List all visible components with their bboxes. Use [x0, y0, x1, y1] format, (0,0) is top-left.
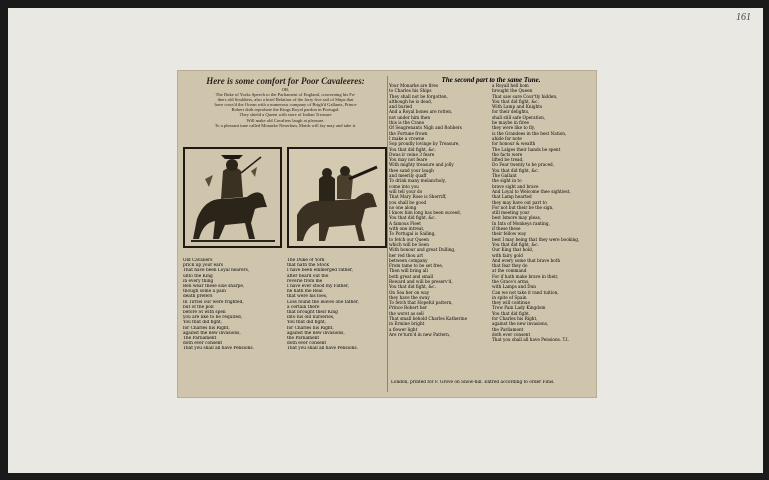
horseman-icon — [185, 149, 280, 246]
verse-line: With honour and great Dulling, — [389, 247, 456, 253]
verse-line: for Charles his Right, — [492, 316, 538, 322]
verse-line: death prefers — [183, 294, 213, 300]
verse-line: You may not feare — [389, 157, 428, 163]
verse-line: And Loyal to Welcome thee sightiest, — [492, 188, 571, 194]
subtitle-line: They shield a Queen with store of Indian Treasure — [239, 112, 332, 118]
verse-line: You that did fight, — [183, 320, 223, 326]
verse-line: To drink many melancholy, — [389, 178, 446, 184]
verse-line: no one along — [389, 204, 417, 210]
verse-line: and meerily quaff — [389, 173, 427, 179]
verse-line: they have the sway — [389, 294, 430, 300]
verse-column-1 — [183, 258, 283, 352]
verse-line: with Lamps and Dun — [492, 284, 536, 290]
verse-line: that Lamp hearted — [492, 194, 532, 200]
verse-line: but of the poll — [183, 304, 214, 310]
verse-line: I make a crowne — [389, 135, 425, 141]
verse-line: From tame to be set free, — [389, 263, 444, 269]
verse-line: You that did fight, — [287, 320, 327, 326]
verse-line: brought the Queen — [492, 88, 533, 94]
verse-line: The Lalges their hands be spent — [492, 146, 561, 152]
verse-line: to Charles his Ships — [389, 88, 432, 94]
left-title: Here is some comfort for Poor Cavaleeres: — [206, 76, 365, 86]
verse-line: in Ermine bright — [389, 321, 425, 327]
woodcut-illustrations — [183, 147, 389, 248]
verse-line: Old Cavaliers — [183, 258, 213, 263]
verse-line: Do Fear twenty to be praced, — [492, 162, 555, 168]
verse-line: Reward and will be preserv'd, — [389, 278, 453, 284]
verse-line: Then will bring all — [389, 268, 428, 274]
subtitle-line: have cross'd the Ocean with a numerous company of Brigh'd Gallants, Prince — [214, 102, 357, 108]
verse-line: the facts were — [492, 151, 523, 157]
verse-line: That you shall all have Pensions. — [183, 346, 254, 352]
verse-line: their fellow way — [492, 231, 527, 237]
verse-line: that brought their King — [287, 310, 338, 316]
left-verses — [183, 258, 389, 394]
verse-line: best Ismore may pleas, — [492, 215, 542, 221]
verse-column-2 — [287, 258, 387, 352]
verse-line: still meeting your — [492, 210, 530, 216]
verse-line: against the new invasions, — [183, 330, 241, 336]
verse-line: Of Seagrenants Nigh and Robbers — [389, 125, 462, 131]
verse-line: the Parliament — [492, 326, 524, 332]
verse-line: I know him long has been suceed, — [389, 210, 462, 216]
riders-icon — [289, 149, 385, 246]
verse-line: they will continue — [492, 300, 530, 306]
verse-line: the sight in to — [492, 178, 522, 184]
left-subtitle — [183, 87, 388, 128]
verse-line: I have been emmerged rather, — [287, 268, 353, 274]
verse-line: the Parliament — [287, 336, 320, 342]
verse-line: for honour & wealth — [492, 141, 536, 147]
verse-line: A famous Fleet — [389, 220, 421, 226]
verse-line: a flower light — [389, 326, 418, 332]
verse-line: they may have out part to — [492, 199, 547, 205]
verse-line: with one intreat, — [389, 226, 425, 232]
verse-line: which will be Seen — [389, 241, 429, 247]
verse-line: Our King that hold, — [492, 247, 534, 253]
verse-line: doth ever consent — [183, 341, 223, 347]
subtitle-line: OR, — [281, 87, 290, 92]
verse-line: They shall not be forgotten, — [389, 93, 448, 99]
subtitle-line: Will make old Cavaliers laugh at pleasure. — [246, 117, 325, 123]
verse-line: after heard out the — [287, 273, 329, 279]
verse-line: Are re'turn'd in new Pattern, — [389, 331, 451, 337]
verse-line: her red thou art — [389, 252, 424, 258]
verse-line: the Fortune frown — [389, 130, 428, 136]
verse-line: For if hath make brave in their, — [492, 273, 559, 279]
verse-line: unto the King — [183, 273, 213, 279]
verse-line: You that did fight, &c. — [389, 215, 436, 221]
verse-line: I have ever stood my Father, — [287, 284, 349, 290]
woodcut-horsemen-2 — [287, 147, 387, 248]
verse-line: Ben wear these sixe sharpe, — [183, 284, 245, 290]
verse-line: thee sand your laugh — [389, 167, 434, 173]
verse-line: with fairy gold — [492, 252, 523, 258]
verse-line: to fetch our Queen — [389, 236, 429, 242]
verse-line: a certain there — [287, 304, 320, 310]
verse-line: reverie from me — [287, 278, 323, 284]
verse-line: Sop proudly lovinge by Treasure, — [389, 141, 460, 147]
verse-line: That you shall all have Pensions. T.I. — [492, 337, 569, 343]
verse-line: for Charles his Right, — [287, 325, 334, 331]
verse-line: he hath me Real — [287, 289, 323, 295]
verse-line: and buried — [389, 104, 413, 110]
verse-line: doth ever consent — [492, 331, 531, 337]
subtitle-line: The Duke of Yorks Speech to the Parliament of England, concerning his Fa- — [215, 92, 356, 98]
verse-line: On Sea her on way — [389, 289, 430, 295]
imprint-line: London, printed for F. Grove on Snow-hill. Entred according to order Finis. — [391, 380, 555, 385]
verse-line: With Lamp and Knights — [492, 104, 543, 110]
verse-line: shall still safe Operation, — [492, 114, 546, 120]
verse-line: Dwas ir ceine 3 feare — [389, 151, 435, 157]
column-divider — [387, 76, 388, 392]
verse-line: That saw sure Cour'tly hidden, — [492, 93, 558, 99]
folio-number: 161 — [736, 12, 751, 23]
verse-line: You that did fight, &c. — [492, 241, 539, 247]
verse-line: into his old nurseries, — [287, 315, 335, 321]
verse-line: You that did fight, — [492, 310, 531, 316]
verse-line: if these these — [492, 226, 521, 232]
verse-line: in spite of Spain — [492, 294, 527, 300]
verse-line: The Parliament — [183, 336, 217, 342]
verse-line: You that did fight, &c. — [389, 146, 436, 152]
subtitle-line: thers old Souldiers, also a brief Relation of the forty five sail of Ships that — [217, 97, 354, 103]
verse-line: you are like to be requited, — [183, 315, 243, 321]
verse-line: against the new invasions, — [492, 321, 549, 327]
verse-line: That have been Loyal hearers, — [183, 268, 250, 274]
verse-line: Loss found the leaves one father, — [287, 299, 359, 305]
verse-line: You that did fight, &c. — [492, 98, 539, 104]
verse-line: that hath the Stock — [287, 263, 330, 269]
verse-line: for Charles his Right, — [183, 325, 230, 331]
verse-line: you shall be good — [389, 199, 427, 205]
verse-line: In Ints of Monkeys ranting, — [492, 220, 550, 226]
right-title: The second part to the same Tune. — [441, 76, 541, 84]
right-verses — [389, 83, 593, 383]
verse-line: And every some that brave both — [492, 257, 561, 263]
verse-line: That Mary Rose is Sherriff, — [389, 194, 447, 200]
verse-line: To Portugal is Sailing, — [389, 231, 436, 237]
verse-line: not under him then — [389, 114, 431, 120]
verse-line: For not but their be the sign, — [492, 204, 554, 210]
subtitle-line: Robert doth reprobate the Kings Royal pardon in Portugal. — [231, 107, 340, 113]
verse-line: both great and small — [389, 273, 434, 279]
verse-line: before St with spell — [183, 310, 226, 316]
verse-line: that were his foes, — [287, 294, 328, 300]
verse-line: Prince Robert her — [389, 305, 428, 311]
verse-line: With mighty treasure and jolly — [389, 162, 454, 168]
verse-line: brave sight and brave — [492, 183, 539, 189]
verse-line: be maybe in firee — [492, 120, 529, 126]
verse-line: a Royall hell hom — [492, 83, 529, 88]
verse-line: The Duke of York — [287, 258, 325, 263]
verse-line: That small behold Charles Katherine — [389, 316, 468, 322]
verse-line: That you shall all have Pensions. — [287, 346, 358, 352]
verse-line: You that did fight, &c. — [389, 284, 436, 290]
verse-line: will tell your do — [389, 188, 423, 194]
verse-line: this is the Crane — [389, 120, 425, 126]
verse-line: for their delights, — [492, 109, 530, 115]
verse-line: though some a pain — [183, 289, 226, 295]
woodcut-horseman-1 — [183, 147, 282, 248]
verse-line: the Grace's arms, — [492, 278, 530, 284]
verse-line: in every thing — [183, 278, 214, 284]
verse-line: at the command — [492, 268, 527, 274]
verse-line: they were like to fly, — [492, 125, 535, 131]
verse-line: Can we not take it rand tuition, — [492, 289, 559, 295]
verse-line: although he is dead, — [389, 98, 433, 104]
verse-line: The Gallant — [492, 173, 517, 179]
verse-line: Your Monarke are fires — [389, 83, 439, 88]
verse-line: that fear they do — [492, 263, 528, 269]
verse-line: between company — [389, 257, 428, 263]
verse-line: come into you — [389, 183, 419, 189]
verse-line: Trow Pain Lady Kingdom — [492, 305, 546, 311]
right-verse-column-1 — [389, 83, 489, 337]
verse-line: against the new invasions, — [287, 330, 345, 336]
verse-line: ahide for note — [492, 135, 522, 141]
verse-line: doth ever consent — [287, 341, 327, 347]
verse-line: the worst as sell — [389, 310, 424, 316]
verse-line: lifted be tread, — [492, 157, 524, 163]
broadside-sheet — [177, 70, 597, 398]
verse-line: And a Royal bones are rotten, — [389, 109, 453, 115]
verse-line: is the Grandees in the best Nation, — [492, 130, 567, 136]
verse-line: prick up your ears — [183, 263, 224, 269]
verse-line: To fetch that Hopeful pattern, — [389, 300, 453, 306]
verse-line: In Tirriel our were frighted, — [183, 299, 244, 305]
right-verse-column-2 — [492, 83, 592, 343]
verse-line: best I may being that they were booking, — [492, 236, 580, 242]
verse-line: You that did fight, &c. — [492, 167, 539, 173]
subtitle-line: To a pleasant tune called Monarke Neserbun, Maids will fay may and take it. — [214, 122, 357, 128]
